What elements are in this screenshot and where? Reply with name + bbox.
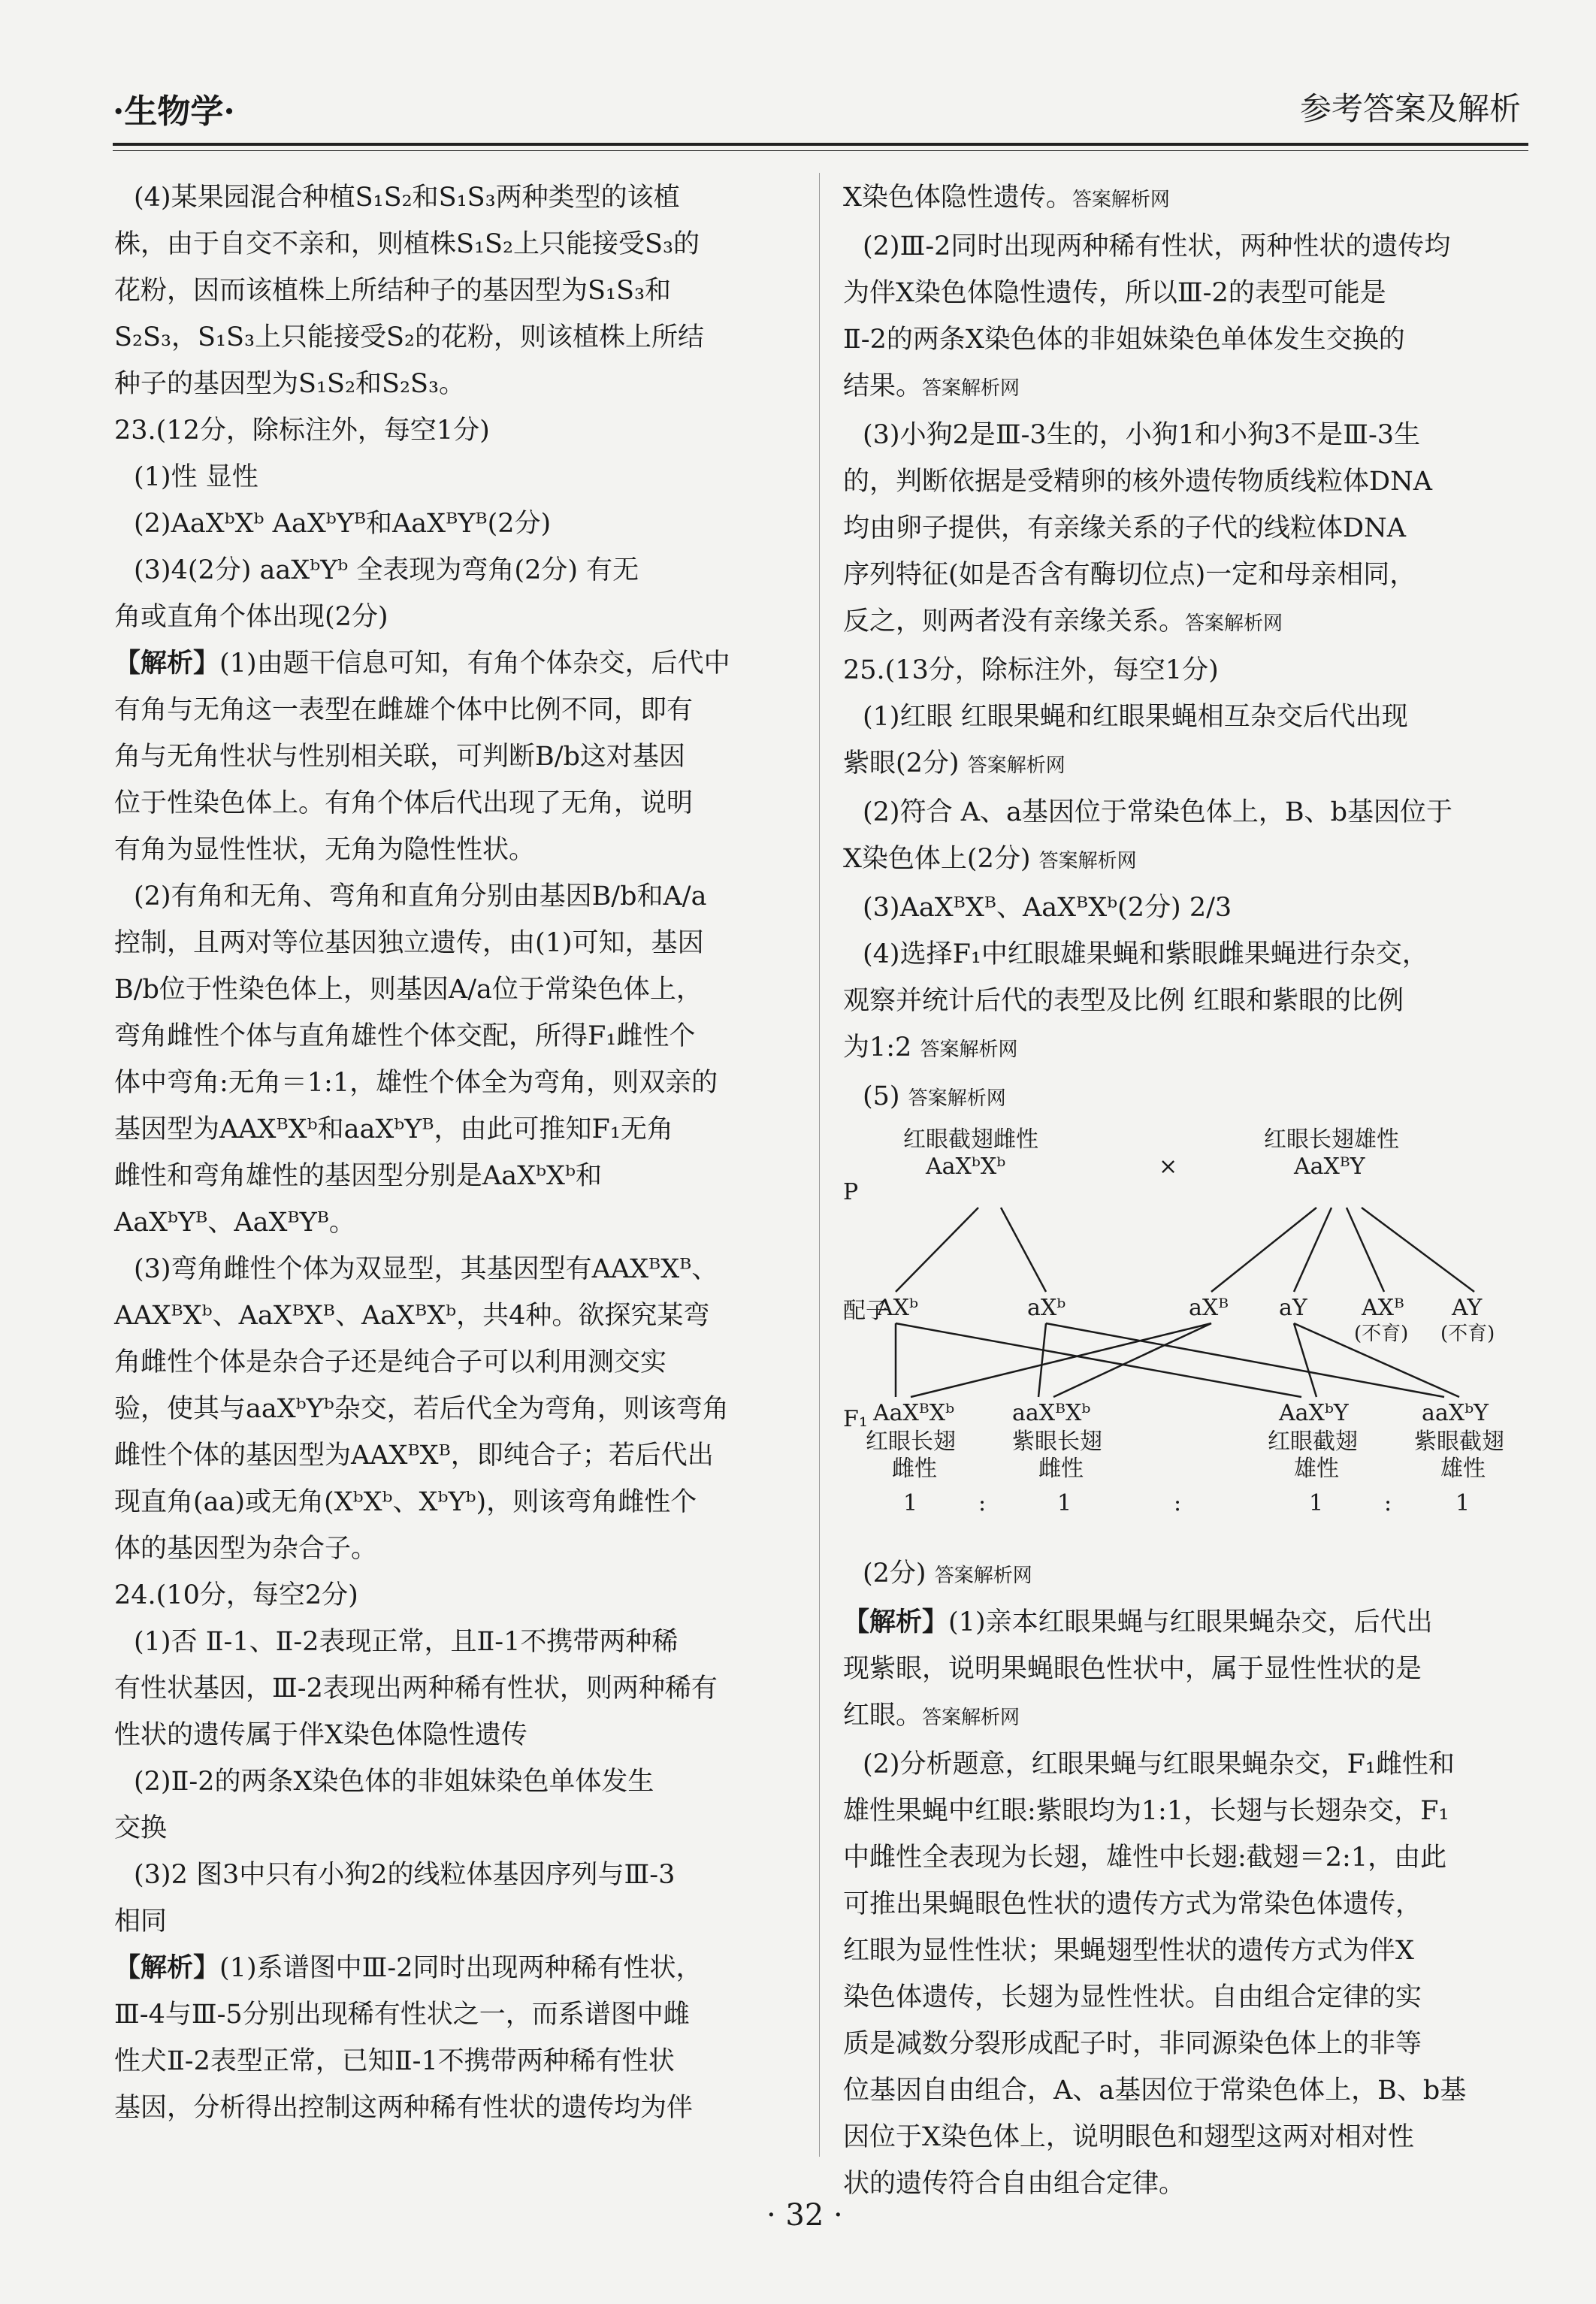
question-heading: 25.(13分，除标注外，每空1分) (843, 655, 1219, 685)
ratio-value: 1 (1309, 1490, 1324, 1516)
site-watermark: 答案解析网 (920, 1039, 1018, 1061)
text-line: 结果。答案解析网 (843, 371, 1020, 401)
site-watermark: 答案解析网 (922, 1707, 1020, 1729)
text-line: X染色体隐性遗传。答案解析网 (843, 183, 1170, 213)
answer-line: (3)AaXᴮXᴮ、AaXᴮXᵇ(2分) 2/3 (863, 893, 1232, 923)
text-line: 角雌性个体是杂合子还是纯合子可以利用测交实 (114, 1347, 667, 1377)
text-line: 验，使其与aaXᵇYᵇ杂交，若后代全为弯角，则该弯角 (114, 1394, 729, 1424)
text-line: 体的基因型为杂合子。 (114, 1534, 378, 1564)
explanation-tag: 【解析】 (114, 1952, 220, 1983)
offspring-phenotype: 紫眼截翅 (1414, 1429, 1504, 1455)
text-line: 现直角(aa)或无角(XᵇXᵇ、XᵇYᵇ)，则该弯角雌性个 (114, 1487, 697, 1517)
text-line: 基因型为AAXᴮXᵇ和aaXᵇYᴮ，由此可推知F₁无角 (114, 1114, 673, 1144)
ratio-value: 1 (903, 1490, 918, 1516)
parent-label: P (843, 1179, 859, 1205)
text-line: 弯角雌性个体与直角雄性个体交配，所得F₁雌性个 (114, 1021, 696, 1051)
gamete: aXᵇ (1027, 1295, 1066, 1321)
cross-diagram (843, 1126, 1519, 1547)
female-parent-genotype: AaXᵇXᵇ (926, 1154, 1006, 1180)
explanation-tag: 【解析】 (843, 1607, 949, 1637)
site-watermark: 答案解析网 (908, 1087, 1006, 1110)
section-title: 参考答案及解析 (1299, 90, 1521, 127)
ratio-sep: : (1384, 1490, 1392, 1516)
text-line: 反之，则两者没有亲缘关系。答案解析网 (843, 606, 1283, 636)
text-line: 株，由于自交不亲和，则植株S₁S₂上只能接受S₃的 (114, 229, 700, 259)
answer-line: (1)性 显性 (134, 462, 258, 492)
offspring-sex: 雌性 (1038, 1456, 1084, 1482)
text-line: 有角为显性性状，无角为隐性性状。 (114, 835, 536, 865)
answer-line: 交换 (114, 1813, 168, 1843)
gamete: aY (1279, 1295, 1307, 1321)
text-line: 雌性个体的基因型为AAXᴮXᴮ，即纯合子；若后代出 (114, 1441, 714, 1471)
answer-line: 角或直角个体出现(2分) (114, 602, 388, 632)
explanation-tag: 【解析】 (114, 648, 220, 679)
offspring-genotype: AaXᵇY (1279, 1400, 1349, 1426)
answer-line: (2)符合 A、a基因位于常染色体上，B、b基因位于 (863, 797, 1452, 827)
text-line: 序列特征(如是否含有酶切位点)一定和母亲相同， (843, 560, 1416, 590)
text-line: 现紫眼，说明果蝇眼色性状中，属于显性性状的是 (843, 1654, 1422, 1684)
answer-line: (2)AaXᵇXᵇ AaXᵇYᴮ和AaXᴮYᴮ(2分) (134, 509, 552, 539)
offspring-genotype: AaXᴮXᵇ (873, 1400, 955, 1426)
answer-line: (2分) 答案解析网 (863, 1559, 1032, 1589)
site-watermark: 答案解析网 (1185, 612, 1283, 635)
text-line: Ⅲ-4与Ⅲ-5分别出现稀有性状之一，而系谱图中雌 (114, 2000, 690, 2030)
offspring-sex: 雌性 (892, 1456, 937, 1482)
subject-label: ·生物学· (113, 92, 235, 131)
text-line: B/b位于性染色体上，则基因A/a位于常染色体上， (114, 975, 703, 1005)
answer-line: (2)Ⅱ-2的两条X染色体的非姐妹染色单体发生 (134, 1767, 654, 1797)
text-line: AaXᵇYᴮ、AaXᴮYᴮ。 (114, 1208, 355, 1238)
cross-symbol: × (1159, 1154, 1178, 1180)
text-line: (3)小狗2是Ⅲ-3生的，小狗1和小狗3不是Ⅲ-3生 (863, 420, 1421, 450)
text-line: 红眼为显性性状；果蝇翅型性状的遗传方式为伴X (843, 1936, 1414, 1966)
explanation-line: 【解析】(1)亲本红眼果蝇与红眼果蝇杂交，后代出 (843, 1607, 1433, 1637)
text-line: Ⅱ-2的两条X染色体的非姐妹染色单体发生交换的 (843, 325, 1405, 355)
ratio-value: 1 (1455, 1490, 1471, 1516)
gamete: AY (1452, 1295, 1483, 1321)
answer-line: 紫眼(2分) 答案解析网 (843, 748, 1066, 779)
text-line: (2)分析题意，红眼果蝇与红眼果蝇杂交，F₁雌性和 (863, 1749, 1455, 1779)
ratio-sep: : (1174, 1490, 1182, 1516)
text-line: 的，判断依据是受精卵的核外遗传物质线粒体DNA (843, 467, 1432, 497)
cross-lines (843, 1126, 1519, 1547)
header-rule (113, 143, 1528, 146)
explanation-line: 【解析】(1)系谱图中Ⅲ-2同时出现两种稀有性状， (114, 1952, 703, 1983)
text-line: 体中弯角:无角＝1:1，雄性个体全为弯角，则双亲的 (114, 1068, 718, 1098)
f1-label: F₁ (843, 1406, 868, 1432)
offspring-sex: 雄性 (1440, 1456, 1486, 1482)
answer-line: X染色体上(2分) 答案解析网 (843, 844, 1137, 874)
text-line: (2)Ⅲ-2同时出现两种稀有性状，两种性状的遗传均 (863, 231, 1451, 262)
answer-line: 性状的遗传属于伴X染色体隐性遗传 (114, 1720, 527, 1750)
sterile-note: (不育) (1354, 1323, 1409, 1345)
text-line: 种子的基因型为S₁S₂和S₂S₃。 (114, 369, 466, 399)
text-line: 位于性染色体上。有角个体后代出现了无角，说明 (114, 788, 694, 818)
site-watermark: 答案解析网 (934, 1565, 1032, 1587)
answer-line: (3)4(2分) aaXᵇYᵇ 全表现为弯角(2分) 有无 (134, 555, 639, 585)
answer-line: 为1:2 答案解析网 (843, 1033, 1018, 1063)
column-divider (819, 173, 820, 2157)
text-line: 红眼。答案解析网 (843, 1701, 1020, 1731)
site-watermark: 答案解析网 (1038, 850, 1137, 872)
offspring-genotype: aaXᵇY (1422, 1400, 1489, 1426)
text-line: 雄性果蝇中红眼:紫眼均为1:1，长翅与长翅杂交，F₁ (843, 1796, 1449, 1826)
text-line: 因位于X染色体上，说明眼色和翅型这两对相对性 (843, 2122, 1414, 2152)
male-parent-phenotype: 红眼长翅雄性 (1264, 1126, 1399, 1153)
female-parent-phenotype: 红眼截翅雌性 (903, 1126, 1038, 1153)
gamete: aXᴮ (1189, 1295, 1229, 1321)
question-heading: 24.(10分，每空2分) (114, 1580, 358, 1610)
explanation-line: 【解析】(1)由题干信息可知，有角个体杂交，后代中 (114, 648, 730, 679)
text-line: 性犬Ⅱ-2表型正常，已知Ⅱ-1不携带两种稀有性状 (114, 2046, 675, 2076)
text-line: (2)有角和无角、弯角和直角分别由基因B/b和A/a (134, 881, 707, 912)
text-line: 有角与无角这一表型在雌雄个体中比例不同，即有 (114, 695, 694, 725)
offspring-phenotype: 红眼截翅 (1268, 1429, 1358, 1455)
offspring-genotype: aaXᴮXᵇ (1012, 1400, 1091, 1426)
ratio-value: 1 (1057, 1490, 1072, 1516)
text-line: 质是减数分裂形成配子时，非同源染色体上的非等 (843, 2029, 1422, 2059)
text-line: 均由卵子提供，有亲缘关系的子代的线粒体DNA (843, 513, 1406, 543)
answer-line: 相同 (114, 1906, 168, 1937)
text-line: 状的遗传符合自由组合定律。 (843, 2169, 1186, 2199)
gamete: AXᴮ (1362, 1295, 1404, 1321)
text-line: AAXᴮXᵇ、AaXᴮXᴮ、AaXᴮXᵇ，共4种。欲探究某弯 (114, 1301, 710, 1331)
text-line: 控制，且两对等位基因独立遗传，由(1)可知，基因 (114, 928, 704, 958)
text-line: 位基因自由组合，A、a基因位于常染色体上，B、b基 (843, 2076, 1467, 2106)
offspring-phenotype: 紫眼长翅 (1012, 1429, 1102, 1455)
text-line: 为伴X染色体隐性遗传，所以Ⅲ-2的表型可能是 (843, 278, 1386, 308)
gamete: AXᵇ (877, 1295, 919, 1321)
text-line: S₂S₃，S₁S₃上只能接受S₂的花粉，则该植株上所结 (114, 322, 705, 352)
site-watermark: 答案解析网 (967, 754, 1066, 777)
text-line: (4)某果园混合种植S₁S₂和S₁S₃两种类型的该植 (134, 183, 680, 213)
text-line: 雌性和弯角雄性的基因型分别是AaXᵇXᵇ和 (114, 1161, 602, 1191)
ratio-sep: : (978, 1490, 987, 1516)
page-number: · 32 · (766, 2198, 843, 2233)
answer-line: (4)选择F₁中红眼雄果蝇和紫眼雌果蝇进行杂交， (863, 939, 1428, 969)
answer-line: (5) 答案解析网 (863, 1081, 1006, 1111)
text-line: 角与无角性状与性别相关联，可判断B/b这对基因 (114, 742, 685, 772)
site-watermark: 答案解析网 (922, 377, 1020, 400)
header-rule-thin (113, 150, 1528, 151)
male-parent-genotype: AaXᴮY (1294, 1154, 1365, 1180)
answer-line: 观察并统计后代的表型及比例 红眼和紫眼的比例 (843, 986, 1404, 1016)
answer-line: (1)否 Ⅱ-1、Ⅱ-2表现正常，且Ⅱ-1不携带两种稀 (134, 1627, 679, 1657)
site-watermark: 答案解析网 (1072, 189, 1170, 211)
text-line: 可推出果蝇眼色性状的遗传方式为常染色体遗传， (843, 1889, 1422, 1919)
offspring-sex: 雄性 (1294, 1456, 1339, 1482)
text-line: 中雌性全表现为长翅，雄性中长翅:截翅＝2:1，由此 (843, 1843, 1447, 1873)
text-line: 基因，分析得出控制这两种稀有性状的遗传均为伴 (114, 2093, 694, 2123)
sterile-note: (不育) (1440, 1323, 1495, 1345)
left-column (114, 174, 802, 2131)
answer-line: (3)2 图3中只有小狗2的线粒体基因序列与Ⅲ-3 (134, 1860, 676, 1890)
offspring-phenotype: 红眼长翅 (866, 1429, 956, 1455)
text-line: 染色体遗传，长翅为显性性状。自由组合定律的实 (843, 1982, 1422, 2012)
question-heading: 23.(12分，除标注外，每空1分) (114, 416, 490, 446)
answer-line: (1)红眼 红眼果蝇和红眼果蝇相互杂交后代出现 (863, 702, 1408, 732)
answer-line: 有性状基因，Ⅲ-2表现出两种稀有性状，则两种稀有 (114, 1674, 718, 1704)
text-line: (3)弯角雌性个体为双显型，其基因型有AAXᴮXᴮ、 (134, 1254, 718, 1284)
text-line: 花粉，因而该植株上所结种子的基因型为S₁S₃和 (114, 276, 672, 306)
gamete-label: 配子 (843, 1298, 888, 1324)
right-column (843, 174, 1523, 2207)
